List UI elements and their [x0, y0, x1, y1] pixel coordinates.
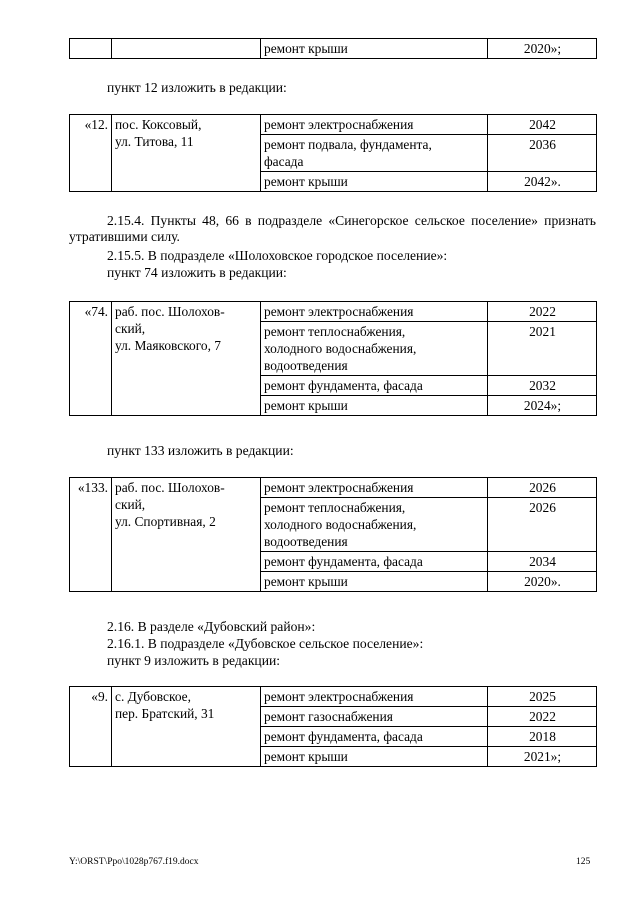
- footer-file-path: Y:\ORST\Ppo\1028p767.f19.docx: [69, 857, 199, 867]
- work-type-cell: ремонт теплоснабжения, холодного водоснабжения, водоотведения: [261, 322, 488, 376]
- paragraph-2-16-1: 2.16.1. В подразделе «Дубовское сельское поселение»:: [107, 636, 424, 651]
- year-cell: 2021: [488, 322, 597, 376]
- work-type-cell: ремонт электроснабжения: [261, 478, 488, 498]
- work-type-cell: ремонт крыши: [261, 172, 488, 192]
- year-cell: 2036: [488, 135, 597, 172]
- year-cell: 2018: [488, 727, 597, 747]
- address-cell: пос. Коксовый, ул. Титова, 11: [112, 115, 261, 192]
- item-number-cell: «9.: [70, 687, 112, 767]
- table-row: [70, 115, 597, 135]
- paragraph-punkt-133: пункт 133 изложить в редакции:: [107, 443, 294, 458]
- address-cell: [112, 39, 261, 59]
- year-cell: 2020»;: [488, 39, 597, 59]
- work-type-cell: ремонт крыши: [261, 747, 488, 767]
- paragraph-2-16: 2.16. В разделе «Дубовский район»:: [107, 619, 316, 634]
- work-type-cell: ремонт подвала, фундамента, фасада: [261, 135, 488, 172]
- table-row: [70, 302, 597, 322]
- table-5: [69, 686, 597, 767]
- table-row: [70, 478, 597, 498]
- year-cell: 2042».: [488, 172, 597, 192]
- work-type-cell: ремонт теплоснабжения, холодного водоснабжения, водоотведения: [261, 498, 488, 552]
- paragraph-punkt-12: пункт 12 изложить в редакции:: [107, 80, 287, 95]
- year-cell: 2022: [488, 707, 597, 727]
- table-1: [69, 38, 597, 59]
- table-2: [69, 114, 597, 192]
- item-number-cell: [70, 39, 112, 59]
- work-type-cell: ремонт электроснабжения: [261, 302, 488, 322]
- year-cell: 2042: [488, 115, 597, 135]
- table-4: [69, 477, 597, 592]
- address-cell: с. Дубовское, пер. Братский, 31: [112, 687, 261, 767]
- year-cell: 2022: [488, 302, 597, 322]
- item-number-cell: «74.: [70, 302, 112, 416]
- year-cell: 2032: [488, 376, 597, 396]
- paragraph-punkt-74: пункт 74 изложить в редакции:: [107, 265, 287, 280]
- footer-page-number: 125: [576, 857, 591, 867]
- year-cell: 2020».: [488, 572, 597, 592]
- year-cell: 2025: [488, 687, 597, 707]
- item-number-cell: «12.: [70, 115, 112, 192]
- work-type-cell: ремонт газоснабжения: [261, 707, 488, 727]
- work-type-cell: ремонт электроснабжения: [261, 115, 488, 135]
- year-cell: 2026: [488, 478, 597, 498]
- table-row: [70, 39, 597, 59]
- paragraph-2-15-5: 2.15.5. В подразделе «Шолоховское городское поселение»:: [107, 248, 448, 263]
- paragraph-2-15-4: 2.15.4. Пункты 48, 66 в подразделе «Синегорское сельское поселение» признать утратившими силу.: [69, 213, 596, 244]
- table-3: [69, 301, 597, 416]
- year-cell: 2021»;: [488, 747, 597, 767]
- work-type-cell: ремонт фундамента, фасада: [261, 376, 488, 396]
- work-type-cell: ремонт крыши: [261, 572, 488, 592]
- work-type-cell: ремонт фундамента, фасада: [261, 552, 488, 572]
- work-type-cell: ремонт крыши: [261, 396, 488, 416]
- work-type-cell: ремонт фундамента, фасада: [261, 727, 488, 747]
- table-row: [70, 687, 597, 707]
- work-type-cell: ремонт крыши: [261, 39, 488, 59]
- address-cell: раб. пос. Шолохов- ский, ул. Маяковского, 7: [112, 302, 261, 416]
- year-cell: 2024»;: [488, 396, 597, 416]
- item-number-cell: «133.: [70, 478, 112, 592]
- year-cell: 2034: [488, 552, 597, 572]
- address-cell: раб. пос. Шолохов- ский, ул. Спортивная, 2: [112, 478, 261, 592]
- paragraph-punkt-9: пункт 9 изложить в редакции:: [107, 653, 281, 668]
- year-cell: 2026: [488, 498, 597, 552]
- work-type-cell: ремонт электроснабжения: [261, 687, 488, 707]
